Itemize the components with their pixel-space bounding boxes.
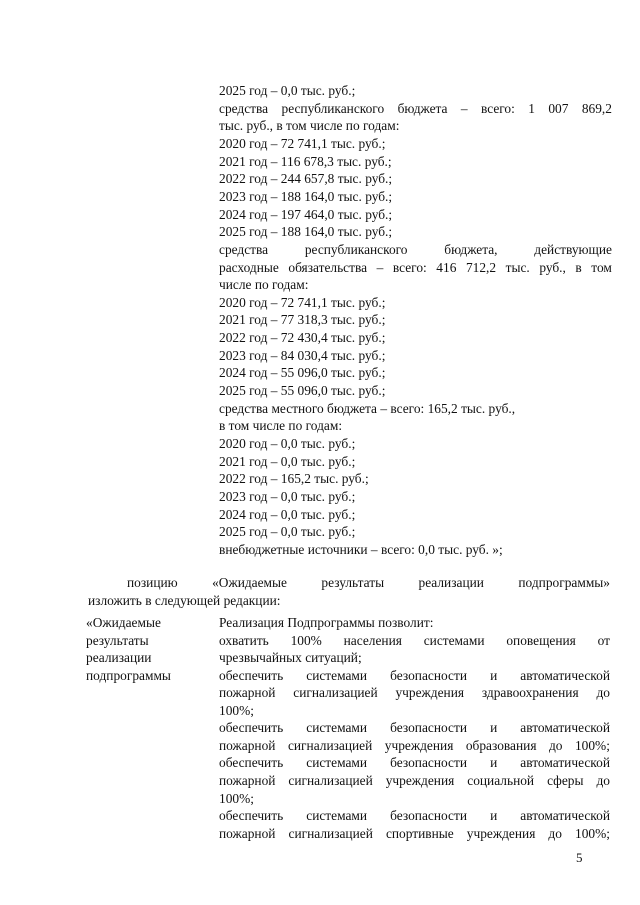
funding-line: 2023 год – 84 030,4 тыс. руб.; xyxy=(219,347,386,363)
funding-line: 2021 год – 0,0 тыс. руб.; xyxy=(219,453,356,469)
results-line: охватить 100% населения системами оповещения от xyxy=(219,632,610,648)
results-line: обеспечить системами безопасности и автоматической xyxy=(219,720,610,736)
funding-line: 2020 год – 72 741,1 тыс. руб.; xyxy=(219,294,386,310)
funding-line: расходные обязательства – всего: 416 712,2 тыс. руб., в том xyxy=(219,259,612,275)
results-line: пожарной сигнализацией учреждения здравоохранения до xyxy=(219,685,610,701)
funding-line: 2025 год – 0,0 тыс. руб.; xyxy=(219,524,356,540)
funding-line: 2023 год – 0,0 тыс. руб.; xyxy=(219,488,356,504)
funding-line: 2024 год – 197 464,0 тыс. руб.; xyxy=(219,206,393,222)
results-line: обеспечить системами безопасности и автоматической xyxy=(219,667,610,683)
funding-line: внебюджетные источники – всего: 0,0 тыс. руб. »; xyxy=(219,541,503,557)
funding-line: числе по годам: xyxy=(219,277,309,293)
funding-line: 2021 год – 116 678,3 тыс. руб.; xyxy=(219,153,392,169)
page-number: 5 xyxy=(576,850,583,865)
funding-line: 2025 год – 55 096,0 тыс. руб.; xyxy=(219,383,386,399)
results-line: пожарной сигнализацией учреждения образования до 100%; xyxy=(219,737,610,753)
results-line: пожарной сигнализацией учреждения социальной сферы до xyxy=(219,772,610,788)
funding-line: 2022 год – 244 657,8 тыс. руб.; xyxy=(219,171,393,187)
results-line: чрезвычайных ситуаций; xyxy=(219,650,362,666)
funding-line: средства республиканского бюджета – всего: 1 007 869,2 xyxy=(219,100,612,116)
funding-line: 2021 год – 77 318,3 тыс. руб.; xyxy=(219,312,386,328)
funding-line: 2024 год – 0,0 тыс. руб.; xyxy=(219,506,356,522)
results-line: 100%; xyxy=(219,702,254,718)
funding-line: 2020 год – 0,0 тыс. руб.; xyxy=(219,436,356,451)
funding-line: средства республиканского бюджета, действующие xyxy=(219,241,612,257)
funding-line: 2024 год – 55 096,0 тыс. руб.; xyxy=(219,365,386,381)
funding-line: в том числе по годам: xyxy=(219,418,343,434)
results-line: пожарной сигнализацией спортивные учреждения до 100%; xyxy=(219,825,610,841)
funding-line: 2025 год – 188 164,0 тыс. руб.; xyxy=(219,224,393,240)
results-label-line: подпрограммы xyxy=(86,667,171,683)
results-line: Реализация Подпрограммы позволит: xyxy=(219,615,434,630)
results-label-line: «Ожидаемые xyxy=(86,615,161,630)
funding-line: 2022 год – 165,2 тыс. руб.; xyxy=(219,471,369,487)
instruction-line-1: позицию «Ожидаемые результаты реализации подпрограммы» xyxy=(127,575,610,590)
results-label-line: результаты xyxy=(86,632,149,648)
results-label-line: реализации xyxy=(86,650,152,665)
funding-line: 2023 год – 188 164,0 тыс. руб.; xyxy=(219,188,393,204)
results-line: обеспечить системами безопасности и автоматической xyxy=(219,808,610,824)
funding-line: 2022 год – 72 430,4 тыс. руб.; xyxy=(219,330,386,346)
funding-line: 2025 год – 0,0 тыс. руб.; xyxy=(219,83,356,98)
results-line: 100%; xyxy=(219,790,254,806)
funding-line: тыс. руб., в том числе по годам: xyxy=(219,118,400,134)
instruction-line-2: изложить в следующей редакции: xyxy=(88,593,281,608)
funding-line: средства местного бюджета – всего: 165,2 тыс. руб., xyxy=(219,400,516,416)
results-line: обеспечить системами безопасности и автоматической xyxy=(219,755,610,771)
funding-line: 2020 год – 72 741,1 тыс. руб.; xyxy=(219,135,386,151)
